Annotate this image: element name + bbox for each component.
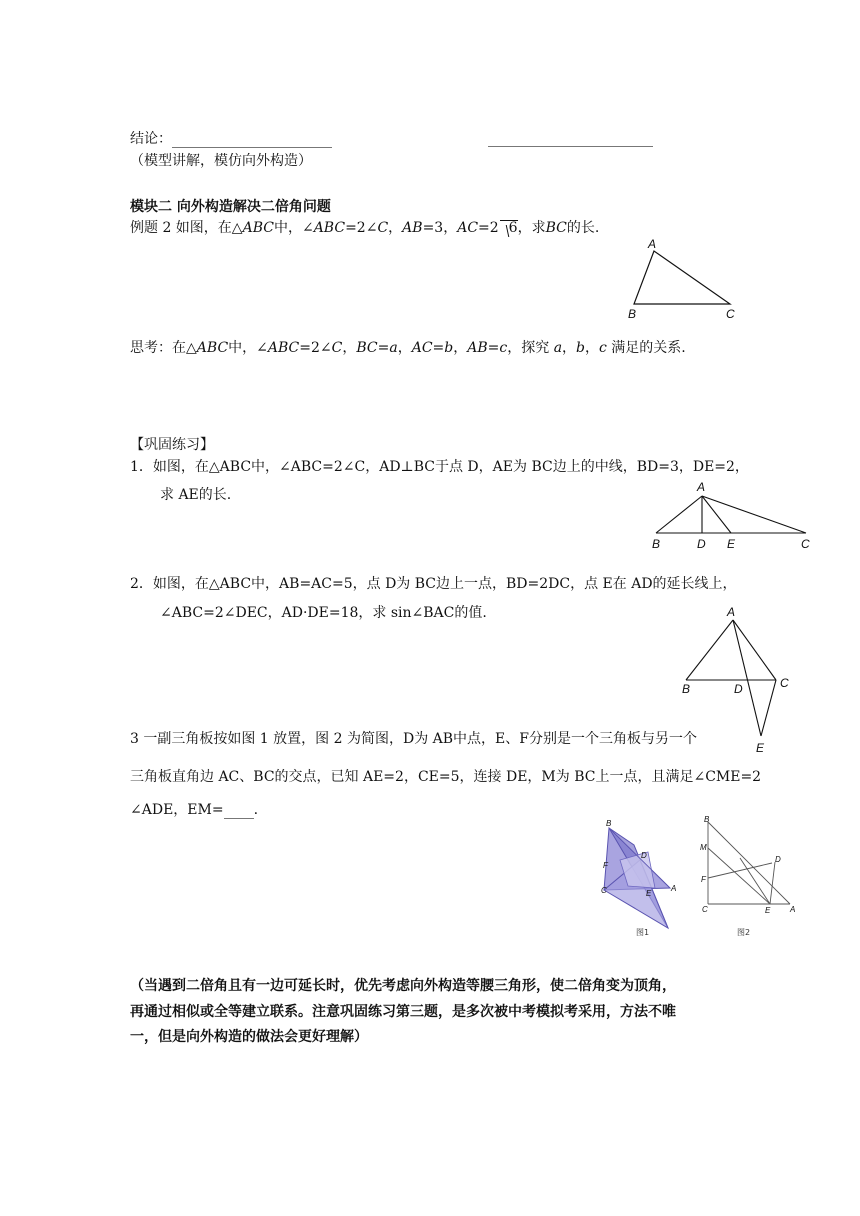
label-c: C	[801, 537, 810, 551]
module2-title: 模块二 向外构造解决二倍角问题	[130, 199, 331, 215]
problem2-line1: 2．如图，在△ABC中，AB=AC=5，点 D为 BC边上一点，BD=2DC，点 E在 AD的延长线上，	[130, 576, 737, 592]
label-e: E	[756, 741, 765, 755]
problem1-line1: 1．如图，在△ABC中，∠ABC=2∠C，AD⊥BC于点 D，AE为 BC边上的中线，BD=3，DE=2，	[130, 459, 749, 475]
problem2-line2: ∠ABC=2∠DEC，AD·DE=18，求 sin∠BAC的值.	[160, 605, 487, 621]
problem3-line2: 三角板直角边 AC、BC的交点，已知 AE=2，CE=5，连接 DE，M为 BC上一点，且满足∠CME=2	[130, 769, 762, 785]
label-m: M	[700, 843, 707, 852]
label-b: B	[606, 819, 612, 828]
label-f: F	[603, 861, 608, 870]
label-c: C	[726, 307, 735, 321]
summary-line3: 一，但是向外构造的做法会更好理解）	[130, 1029, 368, 1045]
label-e: E	[727, 537, 736, 551]
label-f: F	[701, 875, 706, 884]
think-text: 思考：在△ABC中，∠ABC=2∠C，BC=a，AC=b，AB=c，探究 a，b，c 满足的关系.	[130, 340, 686, 356]
label-e: E	[646, 889, 652, 898]
label-e: E	[765, 906, 771, 915]
label-c: C	[601, 886, 607, 895]
label-c: C	[702, 905, 708, 914]
label-a: A	[671, 884, 677, 893]
label-a: A	[790, 905, 796, 914]
sqrt-6: 6	[500, 220, 518, 236]
conclusion-label: 结论：	[130, 131, 172, 147]
label-b: B	[682, 682, 691, 696]
label-b: B	[628, 307, 637, 321]
label-d: D	[641, 851, 647, 860]
example2-text: 例题 2 如图，在△ABC中，∠ABC=2∠C，AB=3，AC=2 6，求BC的长.	[130, 220, 600, 236]
summary-line2: 再通过相似或全等建立联系。注意巩固练习第三题，是多次被中考模拟考采用，方法不唯	[130, 1004, 676, 1020]
label-d: D	[775, 855, 781, 864]
label-a: A	[727, 605, 736, 619]
label-a: A	[648, 237, 657, 251]
caption-fig1: 图1	[636, 928, 650, 937]
problem3-line1: 3 一副三角板按如图 1 放置，图 2 为简图，D为 AB中点，E、F分别是一个三角板与另一个	[130, 731, 697, 747]
label-b: B	[652, 537, 661, 551]
label-b: B	[704, 815, 710, 824]
label-c: C	[780, 676, 789, 690]
problem1-line2: 求 AE的长.	[160, 487, 232, 503]
practice-title: 【巩固练习】	[130, 437, 214, 453]
model-note: （模型讲解，模仿向外构造）	[130, 153, 312, 169]
label-a: A	[697, 480, 706, 494]
summary-line1: （当遇到二倍角且有一边可延长时，优先考虑向外构造等腰三角形，使二倍角变为顶角，	[130, 978, 676, 994]
label-d: D	[697, 537, 706, 551]
label-d: D	[734, 682, 743, 696]
caption-fig2: 图2	[737, 928, 751, 937]
problem3-line3: ∠ADE，EM= .	[130, 802, 259, 818]
